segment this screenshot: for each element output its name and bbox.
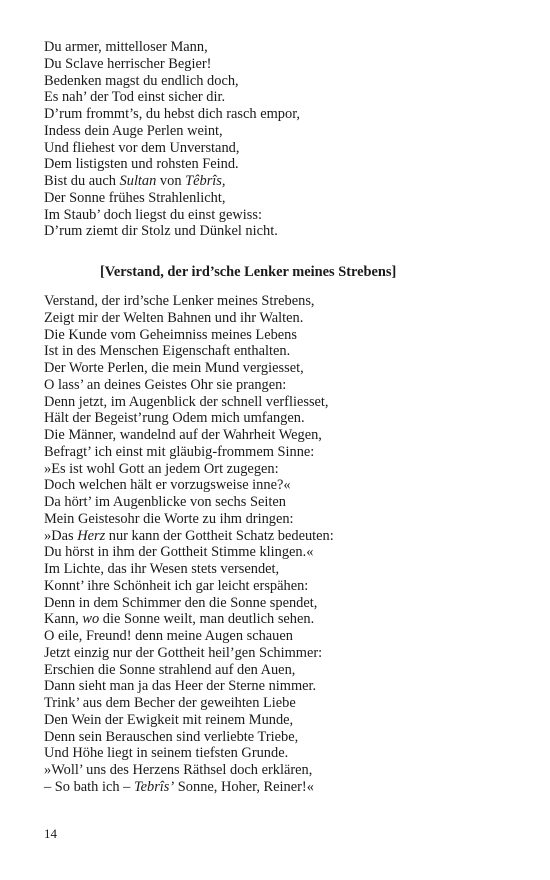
poem-line: Indess dein Auge Perlen weint, — [44, 122, 223, 139]
poem-line: Zeigt mir der Welten Bahnen und ihr Walten. — [44, 309, 304, 326]
poem-line: Trink’ aus dem Becher der geweihten Liebe — [44, 695, 296, 711]
poem-line: Befragt’ ich einst mit gläubig-frommem Sinne: — [44, 443, 315, 460]
poem-line: Mein Geistesohr die Worte zu ihm dringen: — [44, 510, 294, 527]
poem-line: Denn jetzt, im Augenblick der schnell verfliesset, — [44, 393, 329, 410]
poem-line: Du hörst in ihm der Gottheit Stimme klingen.« — [44, 544, 314, 561]
poem-stanza-2 — [44, 293, 514, 796]
poem-line: O lass’ an deines Geistes Ohr sie prangen: — [44, 376, 287, 393]
poem-line: Bist du auch Sultan von Têbrîs, — [44, 173, 226, 189]
poem-line: – So bath ich – Tebrîs’ Sonne, Hoher, Reiner!« — [44, 778, 314, 795]
poem-line: Denn in dem Schimmer den die Sonne spendet, — [44, 594, 318, 611]
poem-line: Verstand, der ird’sche Lenker meines Strebens, — [44, 293, 315, 309]
poem-title: [Verstand, der ird’sche Lenker meines Strebens] — [100, 264, 397, 280]
poem-line: »Woll’ uns des Herzens Räthsel doch erklären, — [44, 762, 313, 778]
page-body — [44, 39, 514, 796]
poem-line: Der Sonne frühes Strahlenlicht, — [44, 189, 226, 206]
poem-line: Ist in des Menschen Eigenschaft enthalten. — [44, 343, 291, 360]
poem-line: Kann, wo die Sonne weilt, man deutlich sehen. — [44, 611, 315, 628]
poem-line: Erschien die Sonne strahlend auf den Auen, — [44, 661, 296, 678]
poem-line: Die Kunde vom Geheimniss meines Lebens — [44, 326, 297, 343]
poem-line: Dann sieht man ja das Heer der Sterne nimmer. — [44, 678, 317, 695]
poem-stanza-1 — [44, 39, 514, 240]
poem-line: Und Höhe liegt in seinem tiefsten Grunde. — [44, 745, 289, 762]
poem-line: Hält der Begeist’rung Odem mich umfangen. — [44, 410, 305, 427]
poem-line: O eile, Freund! denn meine Augen schauen — [44, 628, 293, 644]
poem-line: Da hört’ im Augenblicke von sechs Seiten — [44, 494, 286, 510]
poem-line: »Es ist wohl Gott an jedem Ort zugegen: — [44, 460, 279, 477]
poem-line: Die Männer, wandelnd auf der Wahrheit Wegen, — [44, 427, 322, 443]
poem-line: Konnt’ ihre Schönheit ich gar leicht erspähen: — [44, 577, 309, 594]
poem-line: Bedenken magst du endlich doch, — [44, 72, 239, 89]
poem-line: Dem listigsten und rohsten Feind. — [44, 156, 239, 173]
poem-line: Im Lichte, das ihr Wesen stets versendet, — [44, 561, 280, 577]
poem-line: Du Sclave herrischer Begier! — [44, 55, 212, 72]
poem-line: Du armer, mittelloser Mann, — [44, 39, 208, 55]
poem-line: »Das Herz nur kann der Gottheit Schatz bedeuten: — [44, 527, 334, 544]
poem-line: Jetzt einzig nur der Gottheit heil’gen Schimmer: — [44, 644, 323, 661]
page-number: 14 — [44, 826, 57, 841]
poem-line: Denn sein Berauschen sind verliebte Triebe, — [44, 728, 299, 745]
poem-line: Und fliehest vor dem Unverstand, — [44, 139, 240, 156]
poem-line: D’rum frommt’s, du hebst dich rasch empor, — [44, 106, 301, 122]
poem-line: Doch welchen hält er vorzugsweise inne?« — [44, 477, 291, 494]
poem-line: Den Wein der Ewigkeit mit reinem Munde, — [44, 711, 294, 728]
poem-line: Im Staub’ doch liegst du einst gewiss: — [44, 206, 262, 223]
poem-line: D’rum ziemt dir Stolz und Dünkel nicht. — [44, 223, 278, 240]
poem-line: Es nah’ der Tod einst sicher dir. — [44, 89, 226, 106]
poem-line: Der Worte Perlen, die mein Mund vergiesset, — [44, 360, 304, 376]
